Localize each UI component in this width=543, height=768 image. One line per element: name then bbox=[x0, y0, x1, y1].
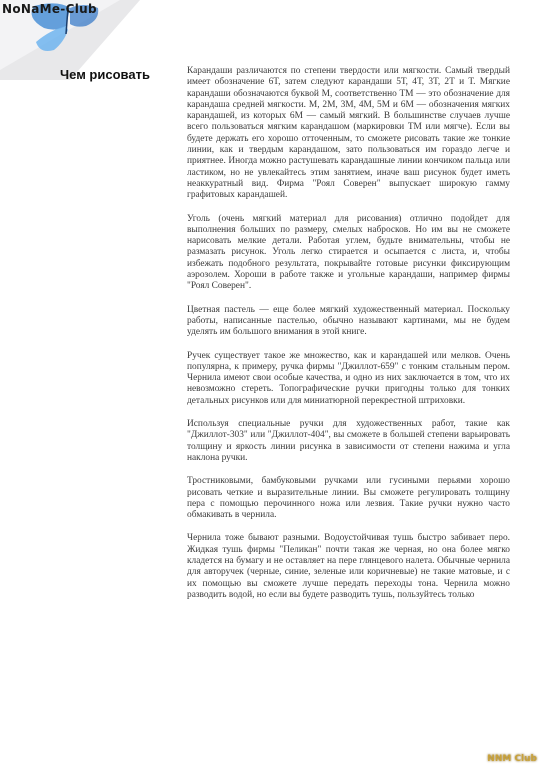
paragraph-pens: Ручек существует такое же множество, как и карандашей или мелков. Очень популярна, к примеру, ручка фирмы "Джиллот-659" с тонким стальным пером. Чернила имеют свои особые качества, и одно из них заключается в том, что их невозможно стереть. Топографические ручки пригодны только для тонких детальных рисунков или для миниатюрной перекрестной штриховки. bbox=[187, 350, 510, 406]
paragraph-reed-pens: Тростниковыми, бамбуковыми ручками или гусиными перьями хорошо рисовать четкие и выразительные линии. Вы сможете регулировать толщину пера с помощью перочинного ножа или лезвия. Такие ручки нужно часто обмакивать в чернила. bbox=[187, 476, 510, 521]
paragraph-charcoal: Уголь (очень мягкий материал для рисования) отлично подойдет для выполнения больших по размеру, смелых набросков. Но им вы не сможете нарисовать мелкие детали. Работая углем, будьте внимательны, чтобы не размазать рисунок. Уголь легко стирается и осыпается с листа, и, чтобы избежать подобного результата, покрывайте готовые рисунки фиксирующим аэрозолем. Хороши в работе также и угольные карандаши, например фирмы "Роял Соверен". bbox=[187, 213, 510, 292]
article-body bbox=[187, 66, 510, 613]
paragraph-pastel: Цветная пастель — еще более мягкий художественный материал. Поскольку работы, написанные пастелью, обычно называют картинами, мы не будем уделять им большого внимания в этой книге. bbox=[187, 304, 510, 338]
section-title: Чем рисовать bbox=[60, 67, 150, 82]
paragraph-art-pens: Используя специальные ручки для художественных работ, такие как "Джиллот-303" или "Джиллот-404", вы сможете в большей степени варьировать толщину и яркость линии рисунка в зависимости от степени нажима и угла наклона ручки. bbox=[187, 419, 510, 463]
paragraph-inks: Чернила тоже бывают разными. Водоустойчивая тушь быстро забивает перо. Жидкая тушь фирмы "Пеликан" почти такая же черная, но она более мягко кладется на бумагу и не оставляет на пере глянцевого налета. Обычные чернила для авторучек (черные, синие, зеленые или коричневые) не такие матовые, и с их помощью вы сможете лучше передать переходы тона. Чернила можно разводить водой, но если вы будете разводить тушь, пользуйтесь только bbox=[187, 533, 510, 600]
footer-logo: NNM Club bbox=[487, 754, 537, 764]
logo-text: NoNaMe-Club bbox=[2, 2, 97, 16]
paragraph-pencils: Карандаши различаются по степени твердости или мягкости. Самый твердый имеет обозначение 6Т, затем следуют карандаши 5Т, 4Т, 3Т, 2Т и Т. Мягкие карандаши обозначаются буквой М, соответственно ТМ — это обозначение для карандаша средней мягкости. М, 2М, 3М, 4М, 5М и 6М — обозначения мягких карандашей, из которых 6М — самый мягкий. В большинстве случаев лучше всего пользоваться мягким карандашом (маркировки ТМ или мягче). Если вы будете держать его хорошо отточенным, то сможете рисовать такие же тонкие линии, как и твердым карандашом, зато пользоваться им гораздо легче и приятнее. Иногда можно растушевать карандашные линии кончиком пальца или ластиком, но не увлекайтесь этим занятием, иначе ваш рисунок будет иметь неаккуратный вид. Фирма "Роял Соверен" выпускает широкую гамму графитовых карандашей. bbox=[187, 66, 510, 201]
